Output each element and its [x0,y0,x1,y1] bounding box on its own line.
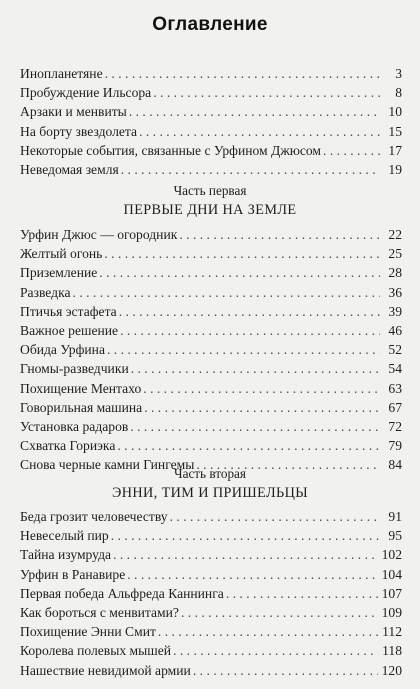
toc-entry-title: Снова черные камни Гингемы [20,457,195,473]
toc-entry-page: 36 [388,284,402,300]
toc-entry-page: 28 [388,265,402,281]
toc-entry-title: Первая победа Альфреда Каннинга [20,585,224,601]
toc-leader-dots [104,244,380,263]
toc-entry-page: 54 [388,361,402,377]
toc-entry-title: Неведомая земля [20,161,119,177]
toc-entry-page: 17 [388,142,402,158]
toc-entry[interactable] [20,622,402,641]
toc-leader-dots [73,283,380,302]
toc-entry-page: 63 [388,380,402,396]
toc-entry-page: 107 [381,585,402,601]
toc-entry-title: Обида Урфина [20,342,105,358]
toc-entry[interactable] [20,526,402,545]
toc-entry-title: Инопланетяне [20,66,103,81]
toc-entry-page: 95 [388,528,402,544]
toc-entry-page: 52 [388,342,402,358]
toc-entry[interactable] [20,64,402,83]
toc-entry-page: 118 [382,643,402,659]
toc-entry-title: Некоторые события, связанные с Урфином Джюсом [20,142,322,158]
toc-entry-title: Урфин Джюс — огородник [20,227,178,242]
toc-entry-title: На борту звездолета [20,123,138,139]
toc-leader-dots [144,398,380,417]
toc-leader-dots [181,603,378,622]
toc-intro-list [20,64,402,179]
toc-entry-title: Говорильная машина [20,399,143,415]
toc-entry-title: Невеселый пир [20,528,109,544]
toc-entry-page: 109 [381,604,402,620]
toc-entry-page: 104 [381,566,402,582]
toc-entry[interactable] [20,661,402,680]
toc-entry[interactable] [20,302,402,321]
toc-entry-title: Гномы-разведчики [20,361,129,377]
toc-entry-page: 22 [388,227,402,242]
toc-entry-title: Пробуждение Ильсора [20,85,152,101]
toc-entry[interactable] [20,340,402,359]
toc-entry[interactable] [20,283,402,302]
toc-entry-page: 10 [388,104,402,120]
toc-entry[interactable] [20,603,402,622]
toc-leader-dots [129,102,380,121]
toc-entry[interactable] [20,436,402,455]
toc-entry[interactable] [20,584,402,603]
toc-entry-title: Похищение Энни Смит [20,624,156,640]
toc-entry-title: Урфин в Ранавире [20,566,126,582]
toc-entry-page: 46 [388,322,402,338]
toc-leader-dots [170,507,380,526]
toc-leader-dots [130,417,380,436]
toc-entry-title: Тайна изумруда [20,547,112,563]
toc-entry-page: 15 [388,123,402,139]
toc-entry-title: Птичья эстафета [20,303,117,319]
toc-leader-dots [107,340,380,359]
toc-entry-page: 120 [381,662,402,678]
toc-entry-title: Королева полевых мышей [20,643,172,659]
toc-entry-page: 39 [388,303,402,319]
toc-entry-page: 67 [388,399,402,415]
toc-part-one-list [20,225,402,474]
toc-entry-title: Желтый огонь [20,246,103,262]
toc-leader-dots [193,661,378,680]
toc-leader-dots [119,302,380,321]
toc-entry[interactable] [20,225,402,244]
toc-leader-dots [113,545,378,564]
toc-entry[interactable] [20,122,402,141]
toc-entry[interactable] [20,244,402,263]
toc-entry-title: Разведка [20,284,71,300]
page-title: Оглавление [152,14,268,35]
toc-leader-dots [139,122,380,141]
toc-entry[interactable] [20,507,402,526]
toc-leader-dots [131,359,380,378]
part-two-label: Часть вторая [174,466,246,481]
toc-entry-page: 72 [388,418,402,434]
toc-leader-dots [105,64,380,83]
toc-leader-dots [127,565,377,584]
toc-entry[interactable] [20,141,402,160]
toc-entry[interactable] [20,379,402,398]
toc-leader-dots [111,526,380,545]
toc-entry-page: 19 [388,161,402,177]
toc-entry[interactable] [20,160,402,179]
toc-entry-title: Как бороться с менвитами? [20,604,179,620]
toc-entry-title: Установка радаров [20,418,129,434]
toc-entry-page: 8 [395,85,402,101]
part-one-title: ПЕРВЫЕ ДНИ НА ЗЕМЛЕ [123,202,297,218]
toc-entry-title: Арзаки и менвиты [20,104,127,120]
toc-leader-dots [173,641,378,660]
toc-entry[interactable] [20,545,402,564]
toc-entry-page: 84 [388,457,402,473]
toc-part-two-list [20,507,402,680]
toc-entry[interactable] [20,398,402,417]
toc-leader-dots [143,379,380,398]
toc-entry[interactable] [20,102,402,121]
toc-entry-title: Нашествие невидимой армии [20,662,191,678]
part-two-title: ЭННИ, ТИМ И ПРИШЕЛЬЦЫ [111,485,309,501]
toc-entry-title: Похищение Ментахо [20,380,142,396]
toc-entry-page: 79 [388,438,402,454]
toc-entry[interactable] [20,321,402,340]
toc-entry[interactable] [20,359,402,378]
toc-leader-dots [158,622,378,641]
toc-leader-dots [153,83,380,102]
toc-entry-title: Беда грозит человечеству [20,509,168,524]
toc-leader-dots [117,436,380,455]
toc-leader-dots [99,263,380,282]
toc-entry[interactable] [20,83,402,102]
toc-entry-page: 102 [381,547,402,563]
toc-leader-dots [323,141,380,160]
toc-entry-title: Важное решение [20,322,119,338]
toc-entry-page: 91 [388,509,402,524]
toc-entry-page: 3 [395,66,402,81]
toc-leader-dots [121,160,380,179]
toc-entry[interactable] [20,641,402,660]
toc-entry[interactable] [20,263,402,282]
toc-entry-page: 25 [388,246,402,262]
toc-entry[interactable] [20,565,402,584]
part-one-label: Часть первая [173,183,247,198]
toc-entry-title: Схватка Гориэка [20,438,116,454]
toc-entry[interactable] [20,417,402,436]
toc-leader-dots [226,584,378,603]
toc-entry-page: 112 [382,624,402,640]
toc-leader-dots [120,321,380,340]
toc-entry-title: Приземление [20,265,98,281]
toc-leader-dots [179,225,380,244]
